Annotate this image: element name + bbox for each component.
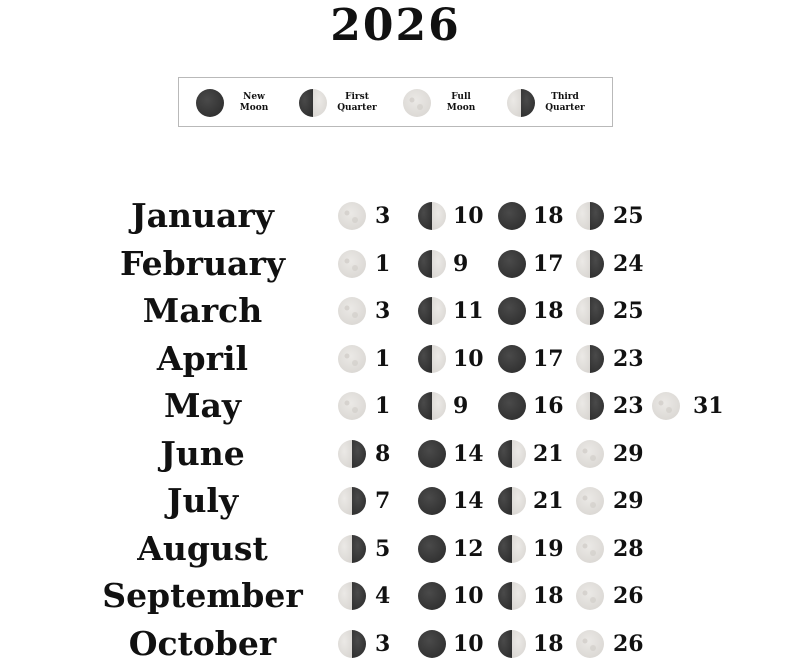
full-moon-icon (402, 88, 432, 118)
phase-day: 25 (613, 296, 644, 326)
phase-day: 28 (613, 534, 644, 564)
third-quarter-icon (575, 201, 605, 231)
third-quarter-icon (575, 296, 605, 326)
new-moon-icon (497, 296, 527, 326)
page-title: 2026 (0, 2, 791, 50)
phase-day: 14 (453, 486, 484, 516)
phase-day: 29 (613, 486, 644, 516)
phase-day: 18 (533, 629, 564, 659)
month-label: May (80, 382, 325, 430)
third-quarter-icon (506, 88, 536, 118)
first-quarter-icon (417, 344, 447, 374)
legend (178, 77, 613, 127)
phase-day: 8 (375, 439, 390, 469)
phase-day: 31 (693, 391, 724, 421)
full-moon-icon (337, 249, 367, 279)
legend-label-line1: First (334, 92, 380, 103)
full-moon-icon (575, 486, 605, 516)
phase-day: 23 (613, 391, 644, 421)
first-quarter-icon (417, 201, 447, 231)
third-quarter-icon (337, 486, 367, 516)
phase-day: 21 (533, 486, 564, 516)
phase-day: 17 (533, 249, 564, 279)
third-quarter-icon (337, 439, 367, 469)
phase-day: 26 (613, 581, 644, 611)
new-moon-icon (497, 249, 527, 279)
first-quarter-icon (497, 439, 527, 469)
legend-label-line1: New (231, 92, 277, 103)
phase-day: 24 (613, 249, 644, 279)
third-quarter-icon (575, 249, 605, 279)
phase-day: 10 (453, 201, 484, 231)
phase-day: 19 (533, 534, 564, 564)
phase-day: 10 (453, 581, 484, 611)
new-moon-icon (195, 88, 225, 118)
month-label: January (80, 192, 325, 240)
third-quarter-icon (337, 581, 367, 611)
first-quarter-icon (497, 534, 527, 564)
phase-day: 18 (533, 581, 564, 611)
phase-day: 1 (375, 344, 390, 374)
new-moon-icon (417, 439, 447, 469)
legend-label-line2: Quarter (542, 103, 588, 114)
first-quarter-icon (497, 486, 527, 516)
full-moon-icon (575, 629, 605, 659)
phase-day: 11 (453, 296, 484, 326)
first-quarter-icon (417, 249, 447, 279)
legend-label-line2: Quarter (334, 103, 380, 114)
phase-day: 16 (533, 391, 564, 421)
phase-day: 14 (453, 439, 484, 469)
new-moon-icon (497, 391, 527, 421)
phase-day: 21 (533, 439, 564, 469)
month-label: February (80, 240, 325, 288)
phase-day: 7 (375, 486, 390, 516)
month-label: March (80, 287, 325, 335)
legend-label-line2: Moon (438, 103, 484, 114)
phase-day: 18 (533, 201, 564, 231)
phase-day: 25 (613, 201, 644, 231)
third-quarter-icon (337, 629, 367, 659)
full-moon-icon (575, 439, 605, 469)
month-label: July (80, 477, 325, 525)
first-quarter-icon (417, 391, 447, 421)
first-quarter-icon (417, 296, 447, 326)
legend-label-line1: Full (438, 92, 484, 103)
phase-day: 12 (453, 534, 484, 564)
first-quarter-icon (497, 581, 527, 611)
third-quarter-icon (575, 344, 605, 374)
month-label: August (80, 525, 325, 573)
full-moon-icon (651, 391, 681, 421)
month-label: June (80, 430, 325, 478)
full-moon-icon (337, 391, 367, 421)
first-quarter-icon (497, 629, 527, 659)
phase-day: 23 (613, 344, 644, 374)
new-moon-icon (417, 581, 447, 611)
full-moon-icon (337, 344, 367, 374)
phase-day: 17 (533, 344, 564, 374)
new-moon-icon (417, 534, 447, 564)
phase-day: 26 (613, 629, 644, 659)
phase-day: 10 (453, 344, 484, 374)
phase-day: 5 (375, 534, 390, 564)
full-moon-icon (337, 201, 367, 231)
phase-day: 3 (375, 201, 390, 231)
phase-day: 4 (375, 581, 390, 611)
phase-day: 1 (375, 391, 390, 421)
third-quarter-icon (337, 534, 367, 564)
legend-label-line2: Moon (231, 103, 277, 114)
full-moon-icon (337, 296, 367, 326)
month-label: April (80, 335, 325, 383)
phase-day: 29 (613, 439, 644, 469)
first-quarter-icon (298, 88, 328, 118)
new-moon-icon (417, 629, 447, 659)
phase-day: 3 (375, 629, 390, 659)
new-moon-icon (417, 486, 447, 516)
phase-day: 3 (375, 296, 390, 326)
legend-label-line1: Third (542, 92, 588, 103)
phase-day: 9 (453, 249, 468, 279)
new-moon-icon (497, 344, 527, 374)
full-moon-icon (575, 581, 605, 611)
phase-day: 10 (453, 629, 484, 659)
phase-day: 1 (375, 249, 390, 279)
phase-day: 18 (533, 296, 564, 326)
new-moon-icon (497, 201, 527, 231)
phase-day: 9 (453, 391, 468, 421)
moon-phase-grid (0, 192, 791, 667)
month-label: October (80, 620, 325, 667)
month-label: September (80, 572, 325, 620)
third-quarter-icon (575, 391, 605, 421)
full-moon-icon (575, 534, 605, 564)
